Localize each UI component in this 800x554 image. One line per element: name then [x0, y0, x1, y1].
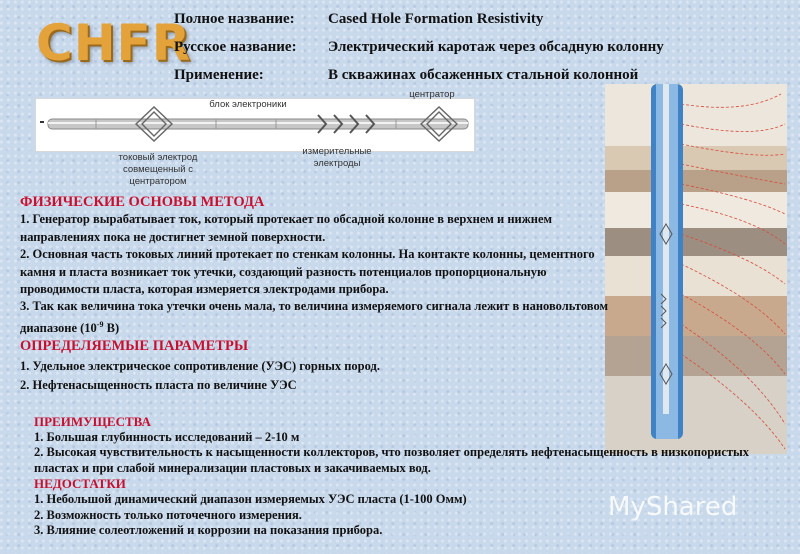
- physics-item-1: 1. Генератор вырабатывает ток, который протекает по обсадной колонне в верхнем и нижнем направлениях пока не достигнет земной поверхности.: [20, 212, 553, 244]
- main-content: [20, 194, 610, 395]
- advantages-item-1: 1. Большая глубинность исследований – 2-10 м: [34, 429, 300, 444]
- params-item-2: 2. Нефтенасыщенность пласта по величине УЭС: [20, 378, 297, 393]
- advantages-title: ПРЕИМУЩЕСТВА: [34, 414, 151, 429]
- label-current-electrode: токовый электрод совмещенный с центратором: [118, 152, 198, 187]
- watermark: MyShared: [608, 492, 738, 522]
- label-measuring-electrodes: измерительные электроды: [302, 146, 372, 169]
- label-electronics: блок электроники: [209, 99, 287, 110]
- params-title: ОПРЕДЕЛЯЕМЫЕ ПАРАМЕТРЫ: [20, 338, 249, 355]
- advantages-item-2: 2. Высокая чувствительность к насыщенности коллекторов, что позволяет определять нефтенасыщенность в низкопористых пластах и при слабой минерализации пластовых и закачиваемых вод.: [34, 445, 750, 475]
- header-key: Русское название:: [174, 39, 297, 55]
- physics-item-3: [20, 298, 610, 337]
- header-key: Полное название:: [174, 11, 295, 27]
- drawbacks-item-2: 2. Возможность только поточечного измерения.: [34, 507, 302, 522]
- header-value: В скважинах обсаженных стальной колонной: [328, 67, 639, 83]
- well-illustration: [605, 84, 787, 454]
- header-value: Cased Hole Formation Resistivity: [328, 11, 544, 27]
- well-layers-diagram: [605, 84, 787, 454]
- params-item-1: 1. Удельное электрическое сопротивление (УЭС) горных пород.: [20, 358, 380, 373]
- label-centralizer: центратор: [409, 89, 455, 100]
- physics-item-3-exponent: -9: [96, 319, 104, 329]
- physics-title: ФИЗИЧЕСКИЕ ОСНОВЫ МЕТОДА: [20, 194, 265, 210]
- drawbacks-title: НЕДОСТАТКИ: [34, 476, 126, 492]
- header-row-russian-name: [174, 39, 664, 56]
- physics-item-3-text: 3. Так как величина тока утечки очень мала, то величина измеряемого сигнала лежит в нановольтовом диапазоне (10: [20, 299, 608, 335]
- physics-item-3-unit: В): [103, 321, 120, 335]
- physics-item-2: 2. Основная часть токовых линий протекает по стенкам колонны. На контакте колонны, цементного камня и пласта возникает ток утечки, создающий разность потенциалов пропорциональную проводимости пласта, которая измеряется электродами прибора.: [20, 247, 595, 297]
- header-row-full-name: [174, 11, 543, 28]
- drawbacks-item-1: 1. Небольшой динамический диапазон измеряемых УЭС пласта (1-100 Омм): [34, 491, 467, 506]
- drawbacks-item-3: 3. Влияние солеотложений и коррозии на показания прибора.: [34, 523, 383, 538]
- header-value: Электрический каротаж через обсадную колонну: [328, 39, 664, 55]
- header-row-application: [174, 67, 638, 84]
- header-key: Применение:: [174, 67, 264, 83]
- chfr-logo: CHFR: [36, 14, 192, 72]
